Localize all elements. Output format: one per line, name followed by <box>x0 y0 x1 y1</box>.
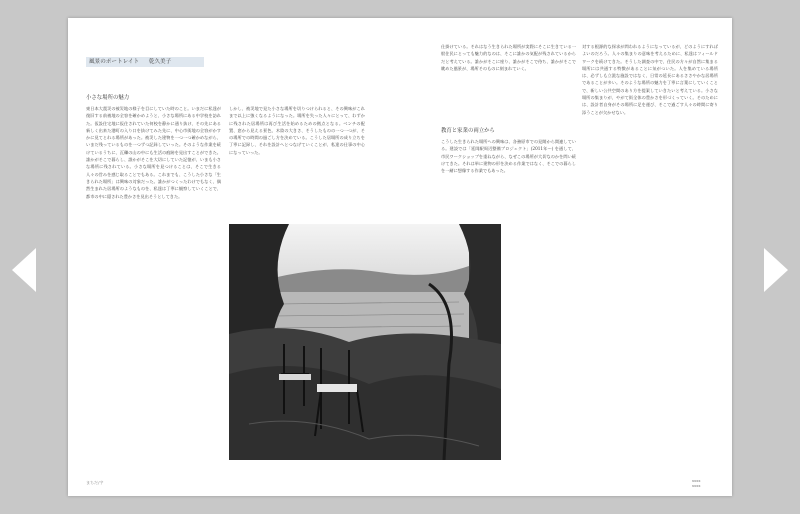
chairs-landscape-image <box>229 224 501 460</box>
page-footer-right <box>692 478 701 488</box>
text-column-middle: しかし、被災地で見た小さな場所を切りつけられると、その興味がこれまで以上に強くなるようになった。場所を失った人々にとって、わずかに残された居場所は再び生活を始めるための拠点となる。ベンチの配置、窓から見える景色、木陰の大きさ、そうしたものの一つ一つが、その場所での時間の過ごし方を決めている。こうした居場所の成り立ちを丁寧に記録し、それを設計へとつなげていくことが、私達の仕事の中心になっていった。 <box>229 106 365 155</box>
text-column-right-top: 仕掛けている。それはなう生きられた場所が実際にそこに生きている一般住民にとっても魅力的なのは、そこに誰かの気配が残されているからだと考えている。誰かがそこに座り、誰かがそこで待ち、誰かがそこで眺めた風景が、場所そのものに刻まれていく。 <box>441 44 576 71</box>
next-page-button[interactable] <box>760 246 790 294</box>
text-column-left: 東日本大震災の被災地の様子を目にしていた時のこと。いまだに私達が復旧する前被地の全容を確かめようと、小さな場所にある中学校を訪れた。仮設住宅地に仮住されていた何校を静かに通り抜け、その先にある新しく出来た港町の入り口を抜けてみた先に、中心市街地の全容がかすかに見てとれる場所があった。被災した建物を一つ一つ確かめながら、いまだ残っているものを一つずつ記録していった。そのような作業を続けているうちに、瓦礫の山の中にも生活の痕跡を見出すことができた。誰かがそこで暮らし、誰かがそこを大切にしていた記憶が、いまも小さな場所に残されている。小さな場所を見つけることは、そこで生きる人々の営みを感じ取ることでもある。これまでも、こうした小さな「生きられた場所」は興味の対象だった。誰かがつくったわけでもなく、偶然生まれた居場所のようなものを、私達は丁寧に観察していくことで、都市の中に隠された豊かさを見出そうとしてきた。 <box>86 106 221 199</box>
page-footer-left: まちだ/字 <box>86 480 104 485</box>
series-title: 風景のポートレイト <box>89 59 140 65</box>
page-number-top: xxxx <box>692 478 701 483</box>
section-title-second: 教育と家業の両立から <box>441 128 495 134</box>
article-header <box>86 57 204 67</box>
chevron-right-icon <box>760 246 790 294</box>
chevron-left-icon <box>10 246 40 294</box>
article-photo <box>229 224 501 460</box>
section-title-first: 小さな場所の魅力 <box>86 95 130 101</box>
text-column-far-right: 対する根源的な探求が問われるようになっているが、どのようにすればよいのだろう。人々の集まりの意味を考えるために、私達はフィールドワークを続けてきた。そうした調査の中で、住民の方々が自然に集まる場所には共通する特徴があることに気がついた。人を集めている場所は、必ずしも立派な施設ではなく、日常の延長にあるささやかな居場所であることが多い。そのような場所の魅力を丁寧に言葉にしていくことで、新しい公共空間のあり方を提案していきたいと考えている。小さな場所の集まりが、やがて街全体の豊かさを形づくっていく。そのためには、設計者自身がその場所に足を運び、そこで過ごす人々の時間に寄り添うことが欠かせない。 <box>582 44 718 115</box>
text-column-right-bottom: こうした生きられた場所への興味は、各務原市での見聞から関連している。建設では「延岡駅周辺整備プロジェクト」(2011年～) を通して、市民ワークショップを重ねながら、なぜこの場所が大切なのかを問い続けてきた。それは単に建物の形を決める作業ではなく、そこでの暮らしを一緒に想像する作業でもあった。 <box>441 139 576 174</box>
author-name: 乾久美子 <box>148 59 172 65</box>
previous-page-button[interactable] <box>10 246 40 294</box>
page-number-bottom: xxxx <box>692 483 701 488</box>
magazine-spread <box>68 18 732 496</box>
